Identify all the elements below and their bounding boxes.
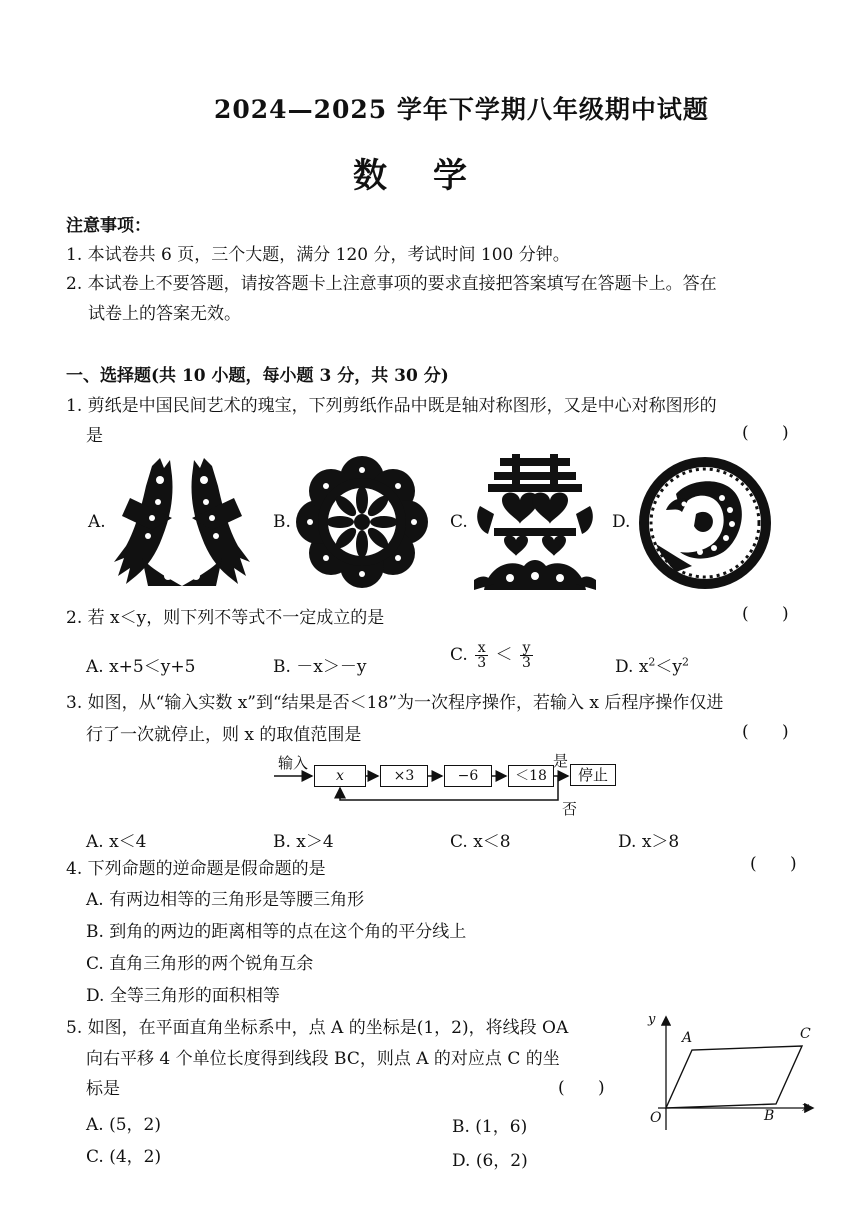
q2-option-a: A. x+5＜y+5 — [86, 657, 196, 677]
exam-title: 2024—2025 学年下学期八年级期中试题 — [214, 95, 709, 124]
q1-answer-paren: ( ) — [742, 423, 803, 443]
q2-option-d — [615, 652, 689, 677]
q5-x-axis-label: x — [802, 1100, 810, 1115]
q4-option-c: C. 直角三角形的两个锐角互余 — [86, 954, 314, 974]
q5-option-b: B. (1，6) — [452, 1117, 528, 1137]
q4-option-d: D. 全等三角形的面积相等 — [86, 986, 280, 1006]
q4-option-b: B. 到角的两边的距离相等的点在这个角的平分线上 — [86, 922, 467, 942]
flow-box-subtract: −6 — [444, 765, 492, 787]
notice-item-2-line-1: 2. 本试卷上不要答题，请按答题卡上注意事项的要求直接把答案填写在答题卡上。答在 — [66, 274, 717, 294]
q1-option-d-label: D. — [612, 512, 631, 532]
q5-point-c-label: C — [800, 1026, 811, 1042]
flow-no-label: 否 — [562, 800, 578, 818]
subject-title: 数学 — [353, 156, 513, 196]
paper-cut-double-fish-icon — [112, 458, 252, 590]
q3-option-c: C. x＜8 — [450, 832, 511, 852]
q3-stem-line-2: 行了一次就停止，则 x 的取值范围是 — [86, 725, 362, 745]
q1-option-c-label: C. — [450, 512, 468, 532]
q2-d-middle: ＜y — [655, 657, 683, 677]
q5-answer-paren: ( ) — [558, 1078, 619, 1098]
paper-cut-flower-icon — [296, 456, 428, 588]
q4-option-a: A. 有两边相等的三角形是等腰三角形 — [86, 890, 365, 910]
q2-option-c-label: C. — [450, 645, 468, 665]
q2-option-c-relation: ＜ — [495, 645, 513, 665]
q1-stem-line-1: 1. 剪纸是中国民间艺术的瑰宝，下列剪纸作品中既是轴对称图形，又是中心对称图形的 — [66, 396, 717, 416]
q4-answer-paren: ( ) — [750, 854, 811, 874]
q2-stem: 2. 若 x＜y，则下列不等式不一定成立的是 — [66, 608, 385, 628]
q5-option-a: A. (5，2) — [86, 1115, 161, 1135]
notice-item-2-line-2: 试卷上的答案无效。 — [88, 304, 241, 324]
q5-option-d: D. (6，2) — [452, 1151, 528, 1171]
q3-option-b: B. x＞4 — [273, 832, 334, 852]
q2-c-numerator-y: y — [520, 641, 533, 656]
q2-option-b: B. －x＞－y — [273, 657, 367, 677]
q2-answer-paren: ( ) — [742, 604, 803, 624]
q3-flowchart — [270, 752, 620, 822]
paper-cut-bird-circle-icon — [636, 454, 774, 592]
q4-stem: 4. 下列命题的逆命题是假命题的是 — [66, 859, 326, 879]
flow-box-compare: ＜18 — [508, 765, 554, 787]
q5-point-b-label: B — [764, 1108, 775, 1124]
q2-d-exponent-2: 2 — [682, 655, 690, 669]
q5-stem-line-3: 标是 — [86, 1079, 120, 1099]
q3-option-a: A. x＜4 — [86, 832, 147, 852]
flow-input-label: 输入 — [278, 754, 309, 772]
q3-option-d: D. x＞8 — [618, 832, 680, 852]
q5-point-a-label: A — [682, 1030, 693, 1046]
q2-option-d-label: D. x — [615, 657, 649, 677]
q3-stem-line-1: 3. 如图，从“输入实数 x”到“结果是否＜18”为一次程序操作，若输入 x 后程序操作仅进 — [66, 693, 724, 713]
q5-graph-lines — [640, 1010, 820, 1135]
q5-origin-label: O — [650, 1110, 662, 1126]
q1-option-b-label: B. — [273, 512, 291, 532]
q1-option-a-label: A. — [88, 512, 106, 532]
notice-item-1: 1. 本试卷共 6 页，三个大题，满分 120 分，考试时间 100 分钟。 — [66, 245, 570, 265]
q2-c-denominator-y: 3 — [521, 655, 531, 671]
q3-answer-paren: ( ) — [742, 722, 803, 742]
flow-box-input-x: x — [314, 765, 366, 787]
q2-option-c-fraction-x — [475, 641, 488, 670]
q5-stem-line-1: 5. 如图，在平面直角坐标系中，点 A 的坐标是(1，2)，将线段 OA — [66, 1018, 569, 1038]
section-heading: 一、选择题(共 10 小题，每小题 3 分，共 30 分) — [66, 366, 449, 386]
q1-stem-line-2: 是 — [86, 426, 103, 446]
q5-coordinate-graph — [640, 1010, 820, 1135]
flow-box-multiply: ×3 — [380, 765, 428, 787]
q5-stem-line-2: 向右平移 4 个单位长度得到线段 BC，则点 A 的对应点 C 的坐 — [86, 1049, 560, 1069]
paper-cut-double-happiness-icon — [474, 454, 596, 590]
flow-yes-label: 是 — [553, 752, 569, 770]
flow-box-stop: 停止 — [570, 764, 616, 786]
q2-option-c-fraction-y — [520, 641, 533, 670]
q2-c-denominator-x: 3 — [477, 655, 487, 671]
notice-heading: 注意事项： — [66, 216, 151, 236]
q2-d-exponent-1: 2 — [648, 655, 656, 669]
q2-option-c — [450, 640, 535, 670]
q5-option-c: C. (4，2) — [86, 1147, 162, 1167]
q2-c-numerator-x: x — [475, 641, 488, 656]
q5-y-axis-label: y — [648, 1012, 656, 1027]
